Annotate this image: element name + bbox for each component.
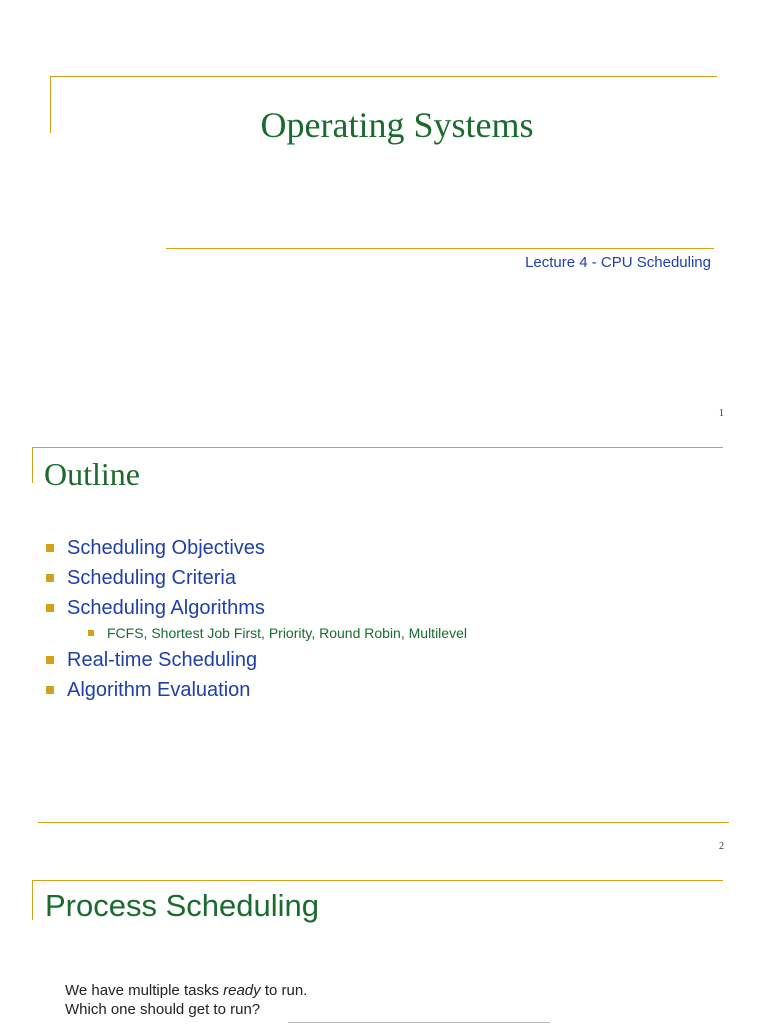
slide-3-partial-rule [288,1022,550,1023]
slide-1-subtitle: Lecture 4 - CPU Scheduling [525,254,711,271]
slide-3-line-2: Which one should get to run? [65,1001,261,1018]
slide-1-page-number: 1 [719,408,724,419]
outline-item-label: Scheduling Objectives [67,537,265,559]
outline-item-label: Real-time Scheduling [67,649,258,671]
line-1-text-end: to run. [260,982,308,999]
outline-subitem-label: FCFS, Shortest Job First, Priority, Round Robin, Multilevel [107,625,467,641]
outline-item-label: Scheduling Criteria [67,567,236,589]
slide-2-page-number: 2 [719,841,724,852]
slide-2-title: Outline [44,456,140,492]
slide-3-top-rule [32,880,723,881]
slide-3-title: Process Scheduling [45,888,319,923]
line-1-emphasis: ready [223,982,261,999]
outline-item-label: Scheduling Algorithms [67,597,265,619]
slide-3-line-1 [65,982,307,999]
line-1-text-start: We have multiple tasks [65,982,224,999]
slide-3-left-rule [32,880,33,920]
outline-item-label: Algorithm Evaluation [67,679,251,701]
slide-1-title: Operating Systems [260,105,534,145]
